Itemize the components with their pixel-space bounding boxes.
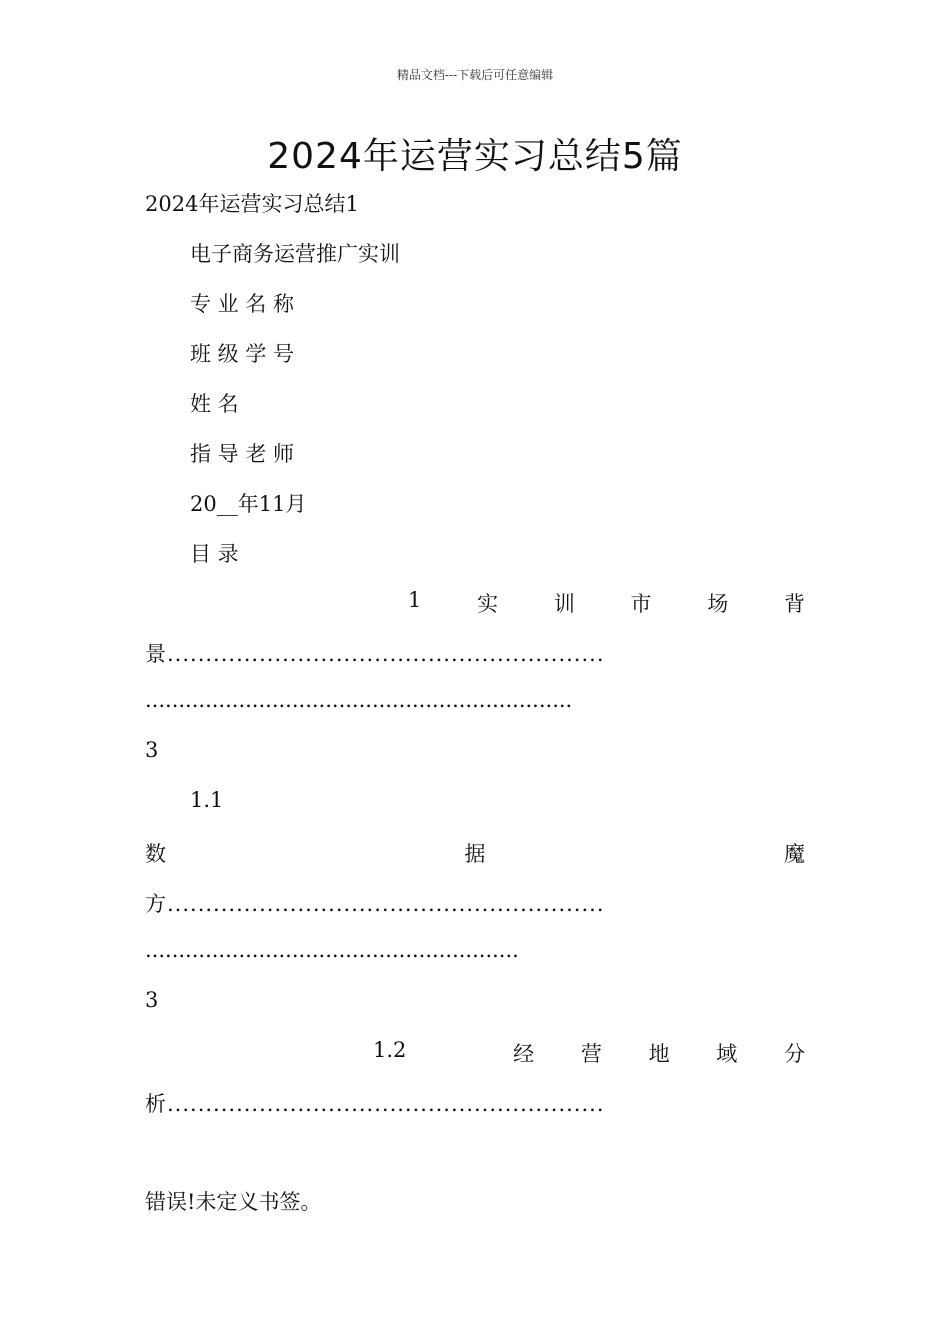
toc-item-1-part: 市 <box>630 592 652 616</box>
toc-item-1-1-heading <box>145 838 805 868</box>
cover-name: 姓 名 <box>190 392 239 416</box>
cover-advisor: 指 导 老 师 <box>190 442 295 466</box>
cover-class-id: 班 级 学 号 <box>190 342 295 366</box>
toc-item-1-1-leader: 方......................................................... <box>145 892 605 916</box>
cover-subject: 电子商务运营推广实训 <box>190 242 400 266</box>
toc-item-1-2-part: 营 <box>580 1042 602 1066</box>
page-header: 精品文档---下载后可任意编辑 <box>396 68 554 82</box>
toc-item-1-leader: 景......................................................... <box>145 642 605 666</box>
toc-item-1-page: 3 <box>145 738 159 762</box>
toc-item-1-part: 场 <box>707 592 729 616</box>
toc-item-1-1-number: 1.1 <box>190 788 224 812</box>
toc-item-1-leader-2: ................................................................ <box>145 688 573 712</box>
toc-item-1-2-part: 域 <box>716 1042 738 1066</box>
toc-item-1-2-part: 1.2 <box>373 1038 407 1062</box>
toc-item-1-2-leader: 析......................................................... <box>145 1092 605 1116</box>
toc-item-1-1-part: 数 <box>145 842 166 866</box>
section-heading: 2024年运营实习总结1 <box>145 192 359 216</box>
document-title: 2024年运营实习总结5篇 <box>267 136 683 177</box>
toc-item-1-2-heading <box>373 1038 805 1068</box>
toc-item-1-1-part: 魔 <box>784 842 805 866</box>
toc-title: 目 录 <box>190 542 239 566</box>
toc-item-1-1-part: 据 <box>464 842 486 866</box>
toc-item-1-1-leader-2: ........................................................ <box>145 938 519 962</box>
toc-item-1-heading <box>408 588 805 618</box>
toc-item-1-2-part: 地 <box>648 1042 670 1066</box>
toc-item-1-1-page: 3 <box>145 988 159 1012</box>
toc-item-1-part: 背 <box>783 592 805 616</box>
toc-item-1-2-part: 分 <box>784 1042 805 1066</box>
toc-item-1-part: 1 <box>408 588 422 612</box>
cover-major: 专 业 名 称 <box>190 292 295 316</box>
toc-item-1-part: 实 <box>477 592 499 616</box>
toc-item-1-2-part: 经 <box>513 1042 535 1066</box>
error-bookmark-text: 错误!未定义书签。 <box>145 1190 322 1214</box>
cover-date: 20__年11月 <box>190 492 307 516</box>
toc-item-1-part: 训 <box>553 592 575 616</box>
